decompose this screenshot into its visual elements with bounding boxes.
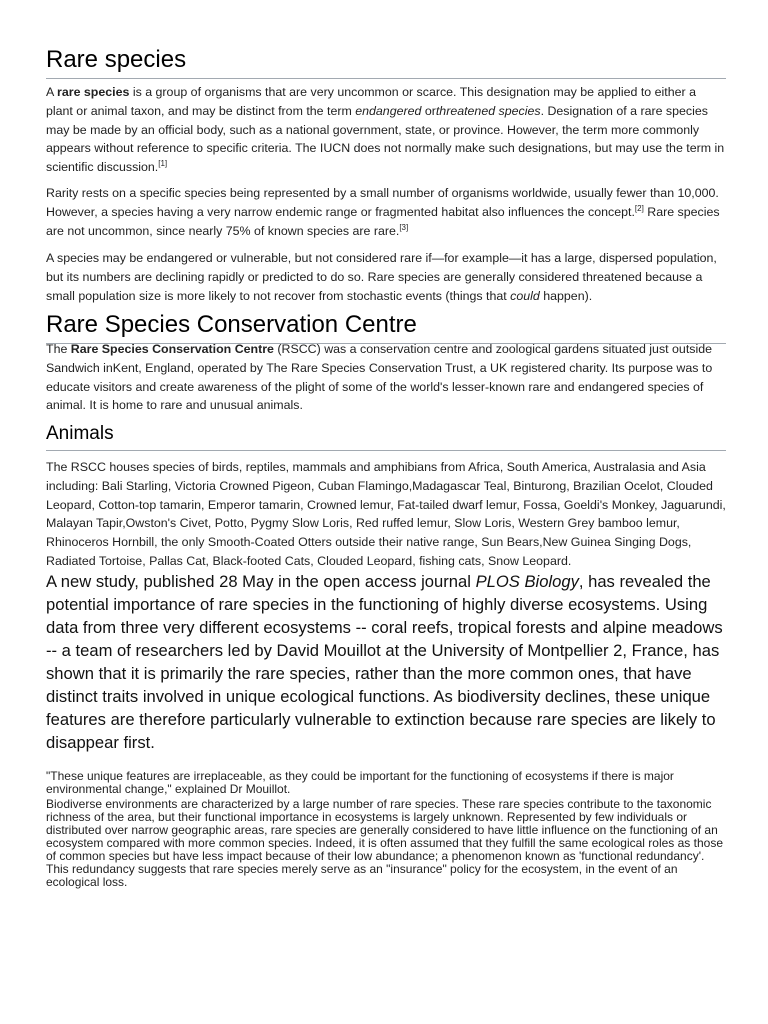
text-run: . Designation of a rare species may be made by an official body, such as a national government, state, or province. However, the term more commonly appears without reference to specific criteria. The IUCN does not normally make such designations, but may use the term in scientific discussion.	[46, 103, 725, 175]
text-run: A	[46, 85, 58, 99]
bold-term: rare species	[57, 85, 130, 99]
bold-term: Rare Species Conservation Centre	[70, 342, 274, 356]
text-run: A new study, published 28 May in the open access journal	[46, 572, 476, 591]
text-run: The	[46, 342, 71, 356]
text-run: or	[421, 103, 436, 118]
text-run: happen).	[539, 288, 593, 303]
paragraph-animals	[46, 458, 726, 571]
text-run: Rarity rests on a specific species being represented by a small number of organisms worldwide, usually fewer than 10,000. However, a species having a very narrow endemic range or fragmented habitat also influences the concept.	[46, 186, 719, 219]
journal-name: PLOS Biology	[475, 572, 579, 591]
citation-ref-2[interactable]: [2]	[634, 203, 644, 213]
paragraph-rarity	[46, 184, 726, 240]
paragraph-study-lead-text	[46, 570, 726, 754]
paragraph-quote	[46, 770, 726, 796]
citation-ref-1[interactable]: [1]	[158, 159, 168, 169]
heading-conservation-centre-text: Rare Species Conservation Centre	[46, 311, 417, 338]
paragraph-biodiverse-text: Biodiverse environments are characterized by a large number of rare species. These rare species contribute to the taxonomic richness of the area, but their functional importance in ecosystems is largely unknown. Represented by few individuals or distributed over narrow geographic areas, rare species are generally considered to have little influence on the functioning of an ecosystem compared with more common species. Indeed, it is often assumed that they fulfill the same ecological roles as those of common species but have less impact because of their low abundance; a phenomenon known as 'functional redundancy'. This redundancy suggests that rare species merely serve as an "insurance" policy for the ecosystem, in the event of an ecological loss.	[46, 797, 723, 889]
heading-rare-species-text: Rare species	[46, 46, 187, 73]
text-run: is a group of organisms that are very uncommon or scarce. This designation may be applied to either a plant or animal taxon, and may be distinct from the term	[46, 85, 696, 118]
paragraph-definition	[46, 83, 726, 177]
paragraph-study-lead	[46, 570, 726, 754]
paragraph-animals-text: The RSCC houses species of birds, reptiles, mammals and amphibians from Africa, South America, Australasia and Asia including: Bali Starling, Victoria Crowned Pigeon, Cuban Flamingo,Madagascar Teal, Binturong, Brazilian Ocelot, Clouded Leopard, Cotton-top tamarin, Emperor tamarin, Crowned lemur, Fat-tailed dwarf lemur, Fossa, Goeldi's Monkey, Jaguarundi, Malayan Tapir,Owston's Civet, Potto, Pygmy Slow Loris, Red ruffed lemur, Slow Loris, Western Grey bamboo lemur, Rhinoceros Hornbill, the only Smooth-Coated Otters outside their native range, Sun Bears,New Guinea Singing Dogs, Radiated Tortoise, Pallas Cat, Black-footed Cats, Clouded Leopard, fishing cats, Snow Leopard.	[46, 460, 726, 568]
paragraph-quote-text: "These unique features are irreplaceable, as they could be important for the functioning of ecosystems if there is major environmental change," explained Dr Mouillot.	[46, 769, 674, 796]
paragraph-endangered	[46, 249, 726, 305]
paragraph-definition-text	[46, 83, 726, 177]
citation-ref-3[interactable]: [3]	[399, 222, 409, 232]
italic-term: could	[510, 288, 540, 303]
text-run: , has revealed the potential importance of rare species in the functioning of highly diverse ecosystems. Using data from three very different ecosystems -- coral reefs, tropical forests and alpine meadows -- a team of researchers led by David Mouillot at the University of Montpellier 2, France, has shown that it is primarily the rare species, rather than the more common ones, that have distinct traits involved in unique ecological functions. As biodiversity declines, these unique features are therefore particularly vulnerable to extinction because rare species are likely to disappear first.	[46, 572, 723, 752]
paragraph-rarity-text	[46, 184, 726, 240]
text-run: (RSCC) was a conservation centre and zoological gardens situated just outside Sandwich inKent, England, operated by The Rare Species Conservation Trust, a UK registered charity. Its purpose was to educate visitors and create awareness of the plight of some of the world's lesser-known rare and endangered species of animal. It is home to rare and unusual animals.	[46, 342, 713, 413]
text-run: A species may be endangered or vulnerable, but not considered rare if—for example—it has a large, dispersed population, but its numbers are declining rapidly or predicted to do so. Rare species are generally considered threatened because a small population size is more likely to not recover from stochastic events (things that	[46, 251, 717, 303]
italic-term: endangered	[355, 103, 422, 118]
paragraph-endangered-text	[46, 249, 726, 305]
paragraph-biodiverse	[46, 798, 726, 889]
italic-term: threatened species	[435, 103, 541, 118]
heading-rare-species	[46, 46, 726, 79]
heading-animals-text: Animals	[46, 423, 114, 444]
paragraph-rscc	[46, 340, 726, 415]
text-run: Rare species are not uncommon, since nearly 75% of known species are rare.	[46, 204, 720, 238]
heading-animals	[46, 422, 726, 451]
paragraph-rscc-text	[46, 340, 726, 415]
